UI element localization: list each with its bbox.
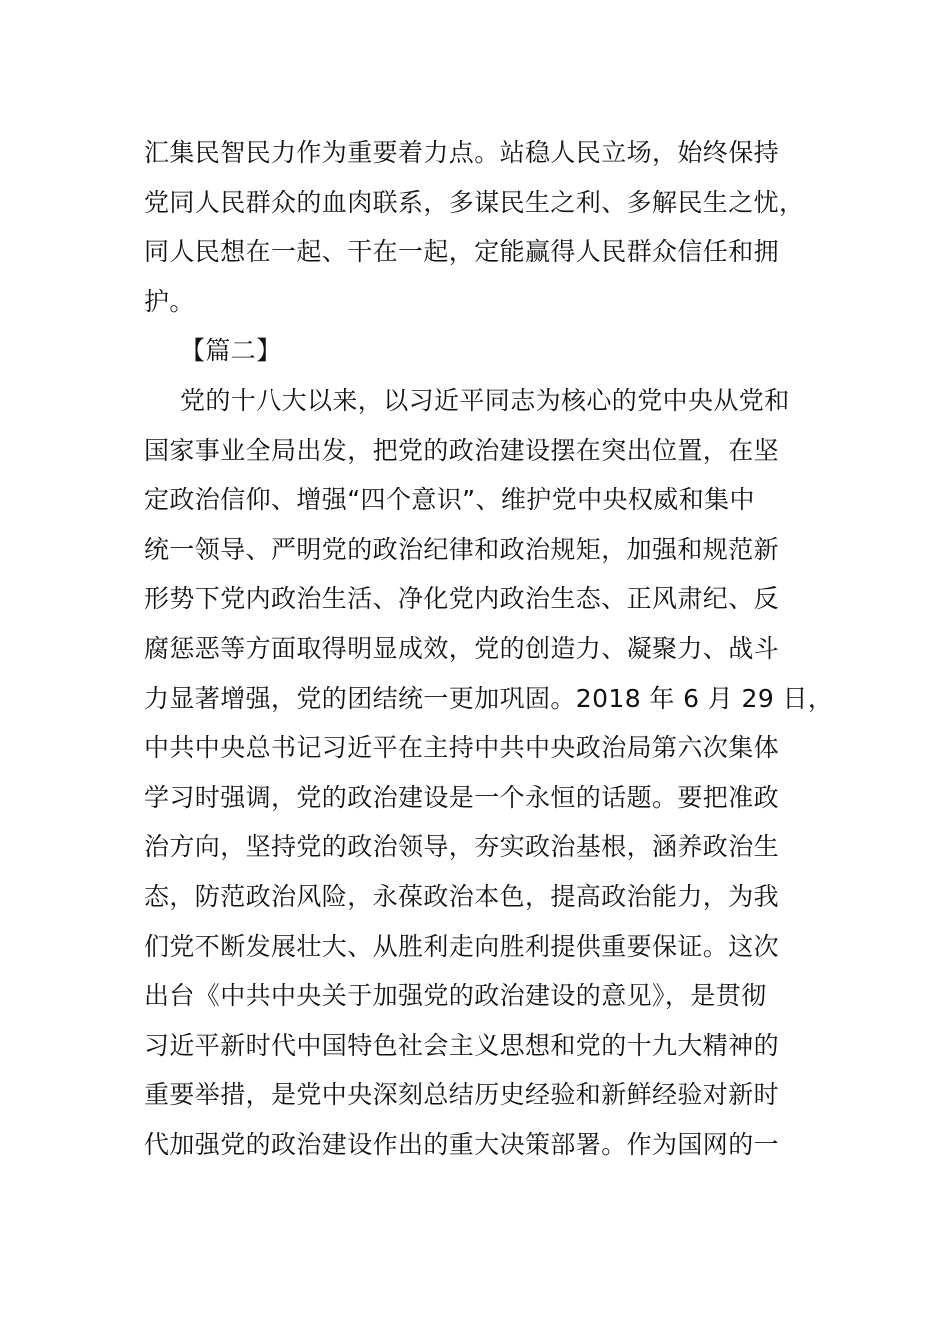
paragraph-2-line: 学习时强调，党的政治建设是一个永恒的话题。要把准政 [144,782,780,812]
paragraph-2-line: 重要举措，是党中央深刻总结历史经验和新鲜经验对新时 [144,1080,780,1110]
paragraph-1-line: 同人民想在一起、干在一起，定能赢得人民群众信任和拥 [144,237,780,267]
paragraph-2-line: 代加强党的政治建设作出的重大决策部署。作为国网的一 [144,1129,780,1159]
paragraph-2-line: 统一领导、严明党的政治纪律和政治规矩，加强和规范新 [144,534,780,564]
paragraph-2-line: 出台《中共中央关于加强党的政治建设的意见》，是贯彻 [144,981,767,1011]
paragraph-2-line: 治方向，坚持党的政治领导，夯实政治基根，涵养政治生 [144,832,780,862]
paragraph-2-line: 中共中央总书记习近平在主持中共中央政治局第六次集体 [144,733,780,763]
paragraph-1-line: 护。 [144,286,195,316]
paragraph-2-line: 们党不断发展壮大、从胜利走向胜利提供重要保证。这次 [144,931,780,961]
paragraph-2-line: 定政治信仰、增强“四个意识”、维护党中央权威和集中 [144,485,755,515]
document-body [144,128,834,1169]
paragraph-2-line: 态，防范政治风险，永葆政治本色，提高政治能力，为我 [144,881,780,911]
paragraph-2-line: 国家事业全局出发，把党的政治建设摆在突出位置，在坚 [144,435,780,465]
paragraph-1-line: 汇集民智民力作为重要着力点。站稳人民立场，始终保持 [144,138,780,167]
paragraph-1-line: 党同人民群众的血肉联系，多谋民生之利、多解民生之忧， [144,187,805,217]
paragraph-2-line: 腐惩恶等方面取得明显成效，党的创造力、凝聚力、战斗 [144,633,780,663]
paragraph-2-line: 力显著增强，党的团结统一更加巩固。2018 年 6 月 29 日， [144,683,834,713]
paragraph-2-line: 形势下党内政治生活、净化党内政治生态、正风肃纪、反 [144,584,780,614]
section-heading: 【篇二】 [180,336,282,366]
paragraph-2-line: 习近平新时代中国特色社会主义思想和党的十九大精神的 [144,1030,780,1060]
paragraph-2-line: 党的十八大以来，以习近平同志为核心的党中央从党和 [180,385,790,415]
